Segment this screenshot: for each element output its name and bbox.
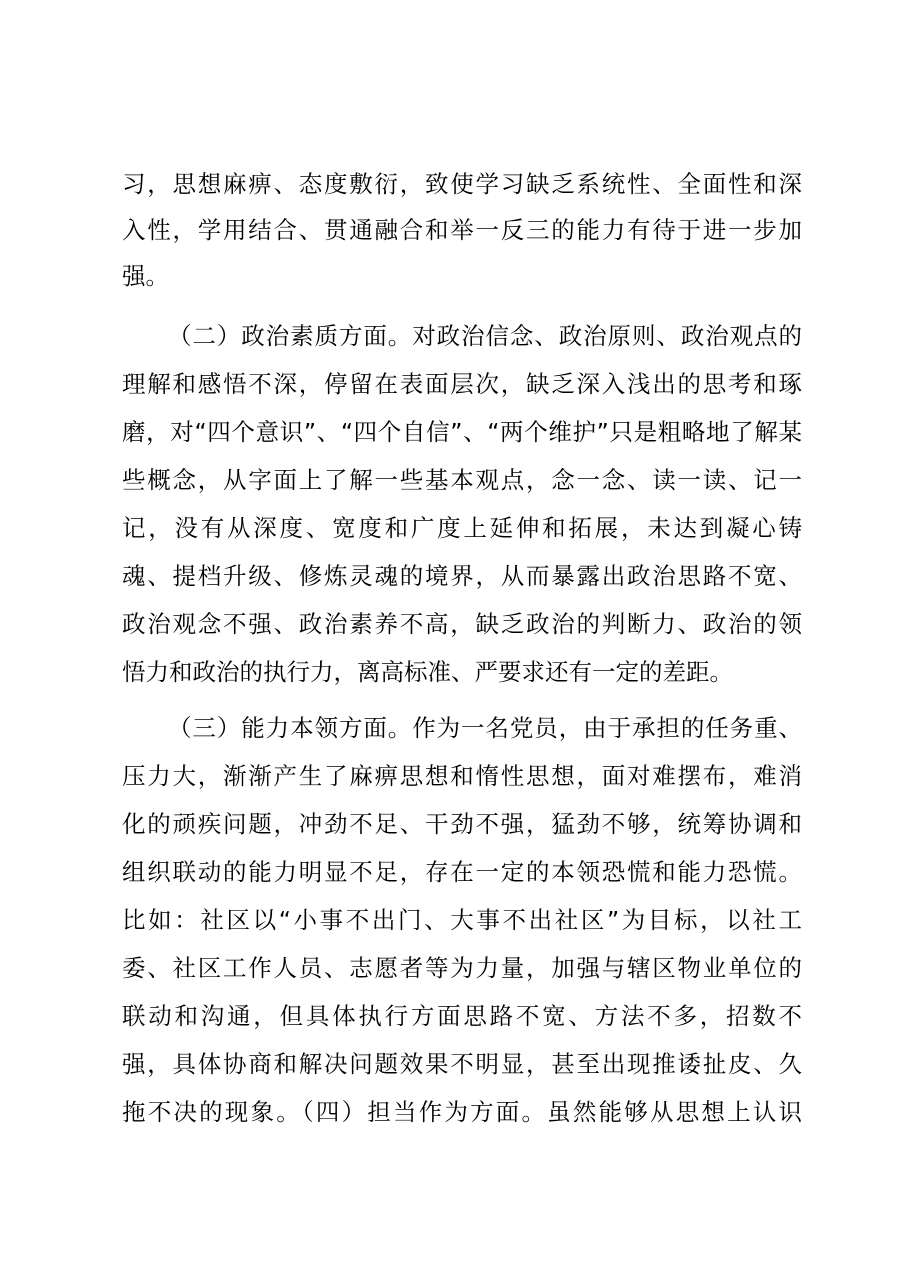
text-line: 化的顽疾问题，冲劲不足、干劲不强，猛劲不够，统筹协调和 — [122, 810, 802, 838]
text-line: 习，思想麻痹、态度敷衍，致使学习缺乏系统性、全面性和深 — [122, 170, 802, 198]
text-line: 组织联动的能力明显不足，存在一定的本领恐慌和能力恐慌。 — [122, 858, 802, 886]
text-line: 压力大，渐渐产生了麻痹思想和惰性思想，面对难摆布，难消 — [122, 762, 802, 790]
paragraph-heading-line: （二）政治素质方面。对政治信念、政治原则、政治观点的 — [168, 322, 802, 350]
text-line: 联动和沟通，但具体执行方面思路不宽、方法不多，招数不 — [122, 1002, 802, 1030]
text-line: 些概念，从字面上了解一些基本观点，念一念、读一读、记一 — [122, 466, 802, 494]
text-line: 记，没有从深度、宽度和广度上延伸和拓展，未达到凝心铸 — [122, 514, 802, 542]
text-line: 悟力和政治的执行力，离高标准、严要求还有一定的差距。 — [122, 658, 733, 686]
paragraph-heading-line: （三）能力本领方面。作为一名党员，由于承担的任务重、 — [168, 714, 802, 742]
text-line: 政治观念不强、政治素养不高，缺乏政治的判断力、政治的领 — [122, 610, 802, 638]
text-line: 磨，对“四个意识”、“四个自信”、“两个维护”只是粗略地了解某 — [122, 418, 802, 446]
text-line: 入性，学用结合、贯通融合和举一反三的能力有待于进一步加 — [122, 216, 802, 244]
text-line: 魂、提档升级、修炼灵魂的境界，从而暴露出政治思路不宽、 — [122, 562, 802, 590]
text-line: 拖不决的现象。（四）担当作为方面。虽然能够从思想上认识 — [122, 1098, 802, 1126]
text-line: 强，具体协商和解决问题效果不明显，甚至出现推诿扯皮、久 — [122, 1050, 802, 1078]
text-line: 委、社区工作人员、志愿者等为力量，加强与辖区物业单位的 — [122, 954, 802, 982]
text-line: 理解和感悟不深，停留在表面层次，缺乏深入浅出的思考和琢 — [122, 370, 802, 398]
text-line: 强。 — [122, 262, 169, 290]
text-line: 比如：社区以“小事不出门、大事不出社区”为目标，以社工 — [122, 906, 802, 934]
